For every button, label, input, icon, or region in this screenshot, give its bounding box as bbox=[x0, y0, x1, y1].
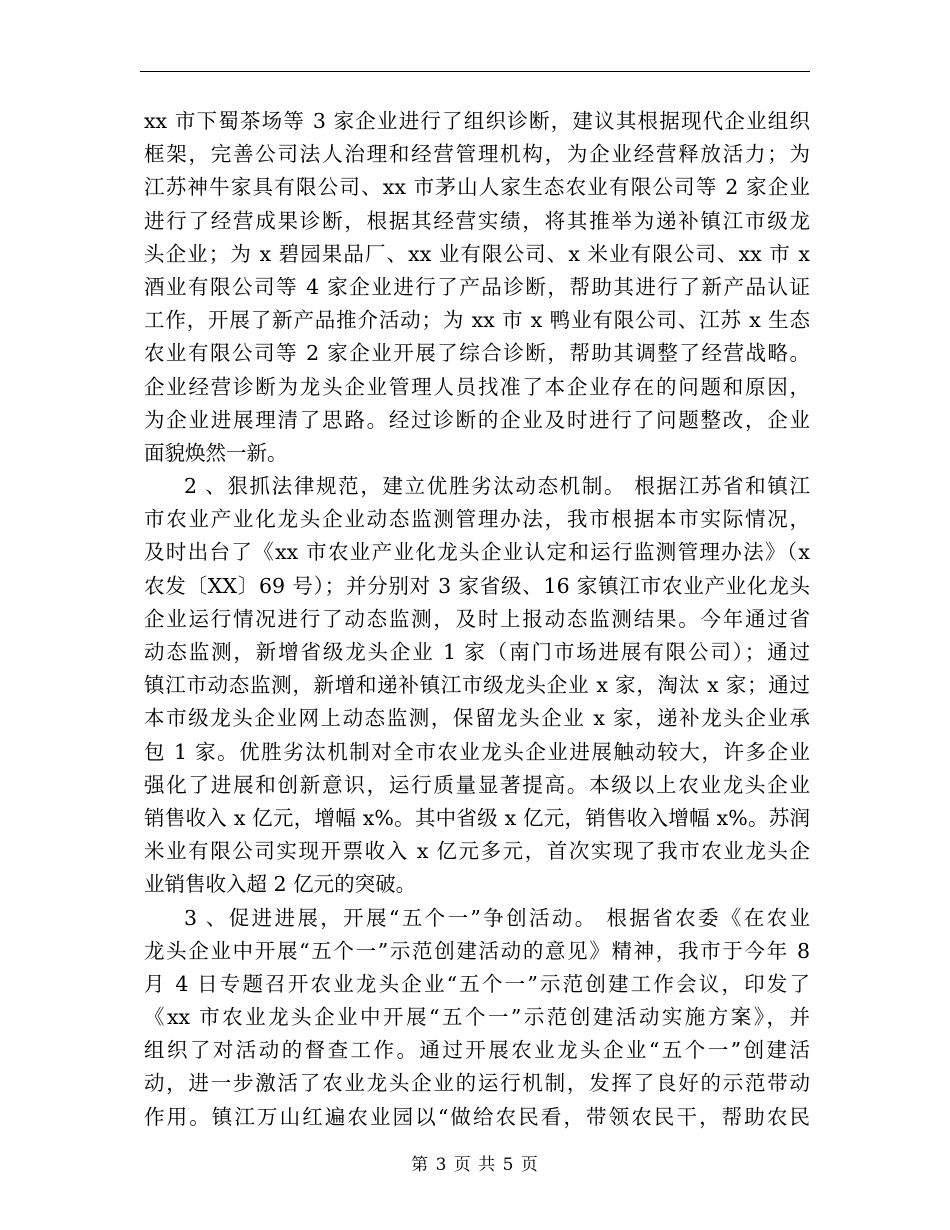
text-line: 销售收入 x 亿元，增幅 x%。其中省级 x 亿元，销售收入增幅 x%。苏润 bbox=[144, 805, 810, 830]
paragraph-heading: 2 、狠抓法律规范，建立优胜劣汰动态机制。 根据江苏省和镇江 bbox=[184, 474, 810, 499]
text-line: 为企业进展理清了思路。经过诊断的企业及时进行了问题整改，企业 bbox=[144, 407, 810, 432]
text-line: 强化了进展和创新意识，运行质量显著提高。本级以上农业龙头企业 bbox=[144, 772, 810, 797]
text-line: 动，进一步激活了农业龙头企业的运行机制，发挥了良好的示范带动 bbox=[144, 1071, 810, 1096]
text-line: 龙头企业中开展“五个一”示范创建活动的意见》精神，我市于今年 8 bbox=[144, 938, 810, 963]
text-line: 米业有限公司实现开票收入 x 亿元多元，首次实现了我市农业龙头企 bbox=[144, 839, 810, 864]
text-line: 头企业；为 x 碧园果品厂、xx 业有限公司、x 米业有限公司、xx 市 x bbox=[144, 241, 810, 266]
document-body bbox=[144, 105, 810, 1134]
text-line: 市农业产业化龙头企业动态监测管理办法，我市根据本市实际情况， bbox=[144, 507, 810, 532]
text-line: xx 市下蜀茶场等 3 家企业进行了组织诊断，建议其根据现代企业组织 bbox=[144, 109, 810, 133]
header-rule bbox=[140, 71, 810, 72]
text-line: 面貌焕然一新。 bbox=[144, 440, 288, 465]
text-line: 框架，完善公司法人治理和经营管理机构，为企业经营释放活力；为 bbox=[144, 142, 810, 167]
text-line: 及时出台了《xx 市农业产业化龙头企业认定和运行监测管理办法》（x bbox=[144, 540, 810, 565]
text-line: 组织了对活动的督查工作。通过开展农业龙头企业“五个一”创建活 bbox=[144, 1038, 810, 1063]
text-line: 工作，开展了新产品推介活动；为 xx 市 x 鸭业有限公司、江苏 x 生态 bbox=[144, 308, 810, 333]
text-line: 作用。镇江万山红遍农业园以“做给农民看，带领农民干，帮助农民 bbox=[144, 1104, 810, 1129]
page-number-footer: 第 3 页 共 5 页 bbox=[411, 1155, 539, 1175]
text-line: 农业有限公司等 2 家企业开展了综合诊断，帮助其调整了经营战略。 bbox=[144, 341, 810, 366]
text-line: 业销售收入超 2 亿元的突破。 bbox=[144, 872, 417, 897]
text-line: 动态监测，新增省级龙头企业 1 家（南门市场进展有限公司）；通过 bbox=[144, 640, 810, 664]
text-line: 本市级龙头企业网上动态监测，保留龙头企业 x 家，递补龙头企业承 bbox=[144, 706, 810, 731]
text-line: 农发〔XX〕69 号）；并分别对 3 家省级、16 家镇江市农业产业化龙头 bbox=[144, 573, 810, 598]
text-line: 酒业有限公司等 4 家企业进行了产品诊断，帮助其进行了新产品认证 bbox=[144, 274, 810, 299]
text-line: 进行了经营成果诊断，根据其经营实绩，将其推举为递补镇江市级龙 bbox=[144, 208, 810, 233]
text-line: 月 4 日专题召开农业龙头企业“五个一”示范创建工作会议，印发了 bbox=[144, 971, 810, 996]
text-line: 《xx 市农业龙头企业中开展“五个一”示范创建活动实施方案》，并 bbox=[144, 1005, 810, 1030]
text-line: 镇江市动态监测，新增和递补镇江市级龙头企业 x 家，淘汰 x 家；通过 bbox=[144, 673, 810, 698]
text-line: 企业运行情况进行了动态监测，及时上报动态监测结果。今年通过省 bbox=[144, 606, 810, 631]
text-line: 江苏神牛家具有限公司、xx 市茅山人家生态农业有限公司等 2 家企业 bbox=[144, 175, 810, 200]
paragraph-heading: 3 、促进进展，开展“五个一”争创活动。 根据省农委《在农业 bbox=[184, 905, 810, 930]
text-line: 包 1 家。优胜劣汰机制对全市农业龙头企业进展触动较大，许多企业 bbox=[144, 739, 810, 764]
text-line: 企业经营诊断为龙头企业管理人员找准了本企业存在的问题和原因， bbox=[144, 374, 810, 399]
